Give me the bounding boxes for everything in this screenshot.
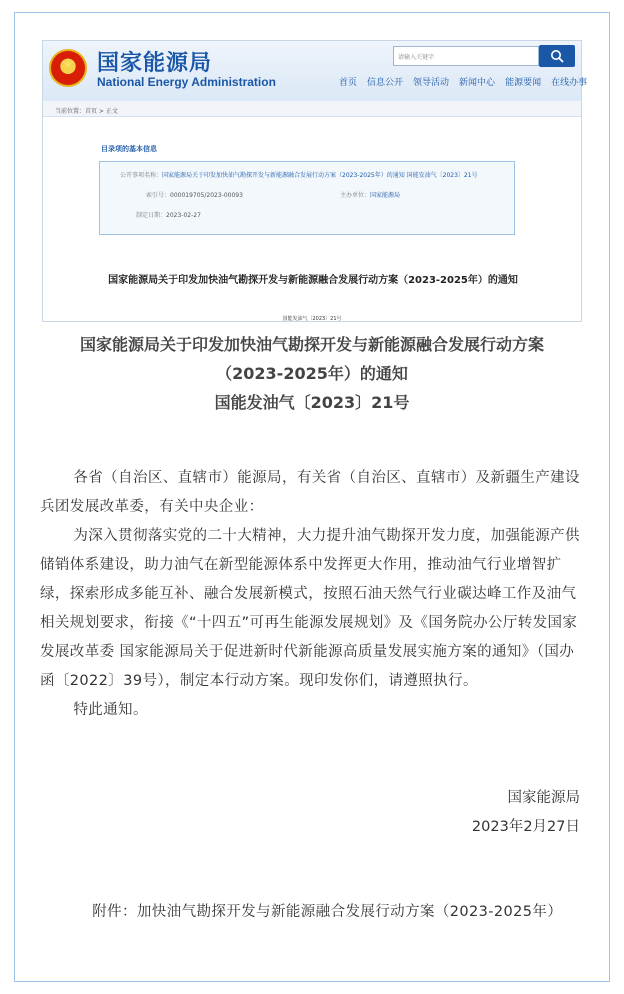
article-body: [40, 464, 584, 725]
site-nav: [339, 75, 587, 88]
site-title: 国家能源局: [97, 51, 213, 76]
info-heading: 目录项的基本信息: [101, 145, 157, 153]
screenshot-doc-number: 国能发油气〔2023〕21号: [282, 316, 342, 322]
signer: 国家能源局: [507, 790, 580, 806]
nav-item-info-disclosure[interactable]: 信息公开: [367, 78, 404, 88]
main-paragraph: 为深入贯彻落实党的二十大精神，大力提升油气勘探开发力度，加强能源产供储销体系建设，助力油气在新型能源体系中发挥更大作用，推动油气行业增智扩绿，探索形成多能互补、融合发展新模式，按照石油天然气行业碳达峰工作及油气相关规划要求，衔接《“十四五”可再生能源发展规划》及《国务院办公厅转发国家发展改革委 国家能源局关于促进新时代新能源高质量发展实施方案的通知》（国办函〔2022〕39号），制定本行动方案。现印发你们，请遵照执行。: [40, 528, 580, 689]
site-header: [43, 41, 588, 101]
nav-item-news[interactable]: 新闻中心: [459, 78, 496, 88]
nav-item-leadership[interactable]: 领导活动: [413, 78, 450, 88]
closing: 特此通知。: [73, 702, 148, 718]
info-key: 公开事项名称：: [120, 172, 163, 179]
breadcrumb: 当前位置：首页 > 正文: [43, 101, 581, 117]
nav-item-energy-news[interactable]: 能源要闻: [505, 78, 542, 88]
info-row-index: [146, 190, 243, 199]
info-row-name: [120, 170, 512, 179]
page-title: [40, 330, 584, 417]
national-emblem-icon: [49, 49, 87, 87]
sign-date: 2023年2月27日: [471, 819, 580, 835]
search-button[interactable]: [539, 45, 575, 67]
website-screenshot: [42, 40, 588, 322]
info-value: 国家能源局关于印发加快油气勘探开发与新能源融合发展行动方案（2023-2025年）的通知 国能发油气〔2023〕21号: [162, 172, 478, 179]
info-value: 000019705/2023-00093: [170, 192, 243, 199]
info-key: 索引号：: [146, 192, 171, 199]
search-icon: [550, 49, 564, 63]
info-box: [99, 161, 515, 235]
info-value: 2023-02-27: [166, 212, 201, 219]
info-key: 制定日期：: [136, 212, 167, 219]
attachment-link[interactable]: 附件：加快油气勘探开发与新能源融合发展行动方案（2023-2025年）: [92, 904, 563, 920]
title-line-1: 国家能源局关于印发加快油气勘探开发与新能源融合发展行动方案: [79, 335, 544, 354]
info-row-date: [136, 210, 201, 219]
info-key: 主办单位：: [340, 192, 371, 199]
info-row-org: [340, 190, 400, 199]
title-line-2: （2023-2025年）的通知: [216, 364, 408, 383]
info-value: 国家能源局: [370, 192, 401, 199]
doc-number: 国能发油气〔2023〕21号: [214, 393, 410, 412]
search-input[interactable]: 请输入关键字: [393, 46, 539, 66]
site-title-english: National Energy Administration: [97, 75, 276, 89]
salutation: 各省（自治区、直辖市）能源局，有关省（自治区、直辖市）及新疆生产建设兵团发展改革委，有关中央企业：: [40, 470, 580, 515]
nav-item-home[interactable]: 首页: [339, 78, 358, 88]
nav-item-online-service[interactable]: 在线办事: [551, 78, 588, 88]
screenshot-doc-title: 国家能源局关于印发加快油气勘探开发与新能源融合发展行动方案（2023-2025年）的通知: [108, 275, 518, 286]
